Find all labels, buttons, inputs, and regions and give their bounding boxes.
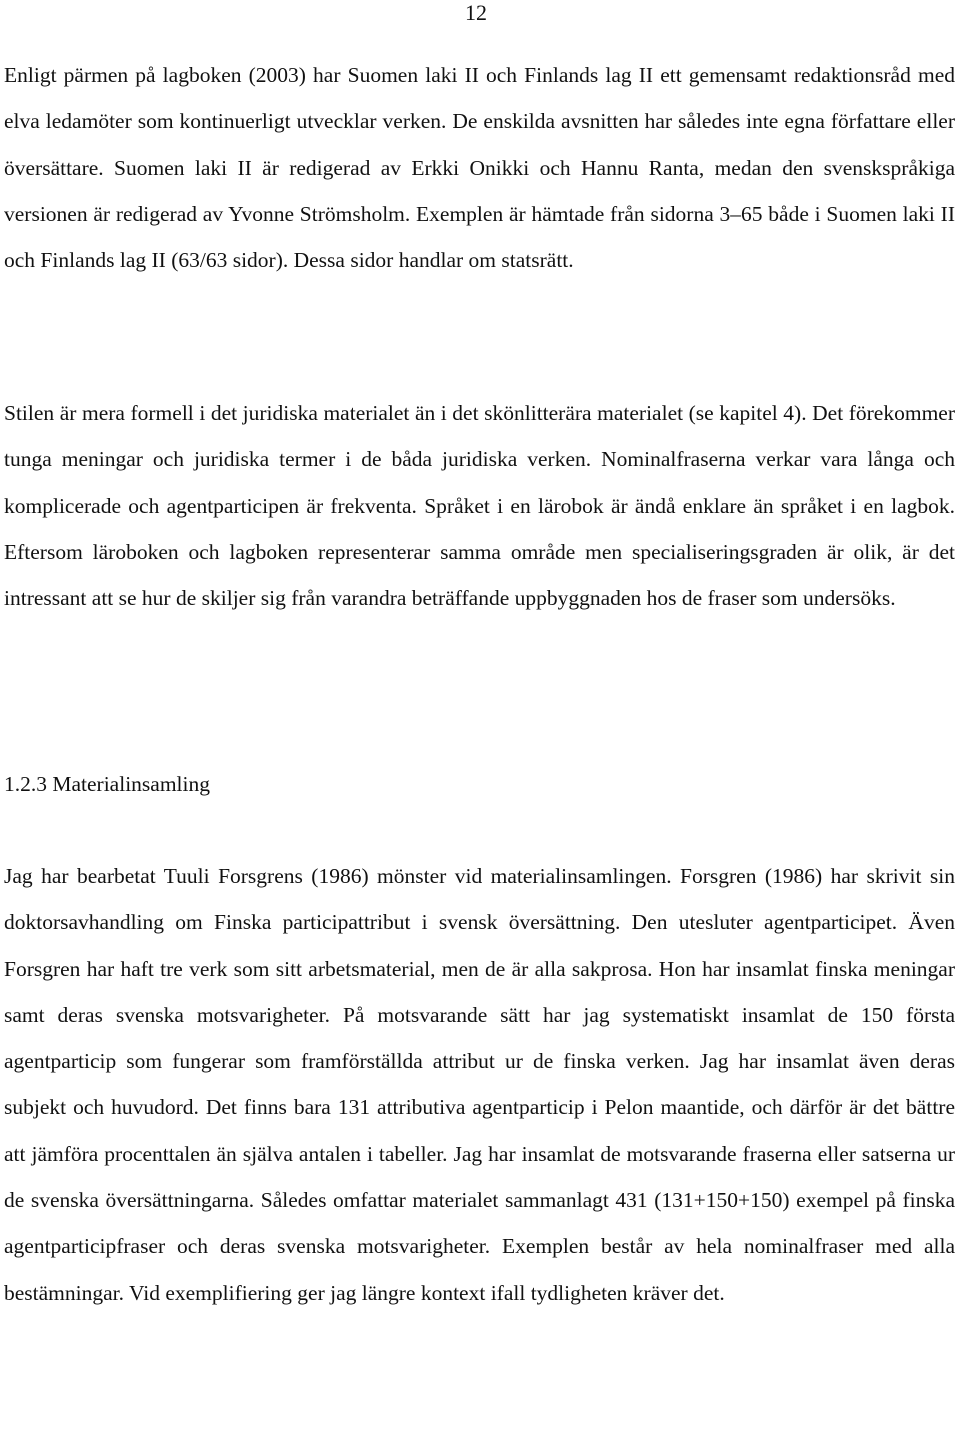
page-number: 12 xyxy=(465,0,487,25)
section-heading: 1.2.3 Materialinsamling xyxy=(4,772,211,796)
paragraph-source-description: Enligt pärmen på lagboken (2003) har Suomen laki II och Finlands lag II ett gemensamt redaktionsråd med elva ledamöter som kontinuerligt utvecklar verken. De enskilda avsnitten har således inte egna författare eller översättare. Suomen laki II är redigerad av Erkki Onikki och Hannu Ranta, medan den svenskspråkiga versionen är redigerad av Yvonne Strömsholm. Exemplen är hämtade från sidorna 3–65 både i Suomen laki II och Finlands lag II (63/63 sidor). Dessa sidor handlar om statsrätt. xyxy=(4,63,955,273)
paragraph-style-comparison: Stilen är mera formell i det juridiska materialet än i det skönlitterära materialet (se kapitel 4). Det förekommer tunga meningar och juridiska termer i de båda juridiska verken. Nominalfraserna verkar vara långa och komplicerade och agentparticipen är frekventa. Språket i en lärobok är ändå enklare än språket i en lagbok. Eftersom läroboken och lagboken representerar samma område men specialiseringsgraden är olik, är det intressant att se hur de skiljer sig från varandra beträffande uppbyggnaden hos de fraser som undersöks. xyxy=(4,401,955,611)
document-page xyxy=(4,0,955,1451)
paragraph-material-collection: Jag har bearbetat Tuuli Forsgrens (1986) mönster vid materialinsamlingen. Forsgren (1986) har skrivit sin doktorsavhandling om Finska participattribut i svensk översättning. Den utesluter agentparticipet. Även Forsgren har haft tre verk som sitt arbetsmaterial, men de är alla sakprosa. Hon har insamlat finska meningar samt deras svenska motsvarigheter. På motsvarande sätt har jag systematiskt insamlat de 150 första agentparticip som fungerar som framförställda attribut ur de finska verken. Jag har insamlat även deras subjekt och huvudord. Det finns bara 131 attributiva agentparticip i Pelon maantide, och därför är det bättre att jämföra procenttalen än själva antalen i tabeller. Jag har insamlat de motsvarande fraserna eller satserna ur de svenska översättningarna. Således omfattar materialet sammanlagt 431 (131+150+150) exempel på finska agentparticipfraser och deras svenska motsvarigheter. Exemplen består av hela nominalfraser med alla bestämningar. Vid exemplifiering ger jag längre kontext ifall tydligheten kräver det. xyxy=(4,864,955,1305)
